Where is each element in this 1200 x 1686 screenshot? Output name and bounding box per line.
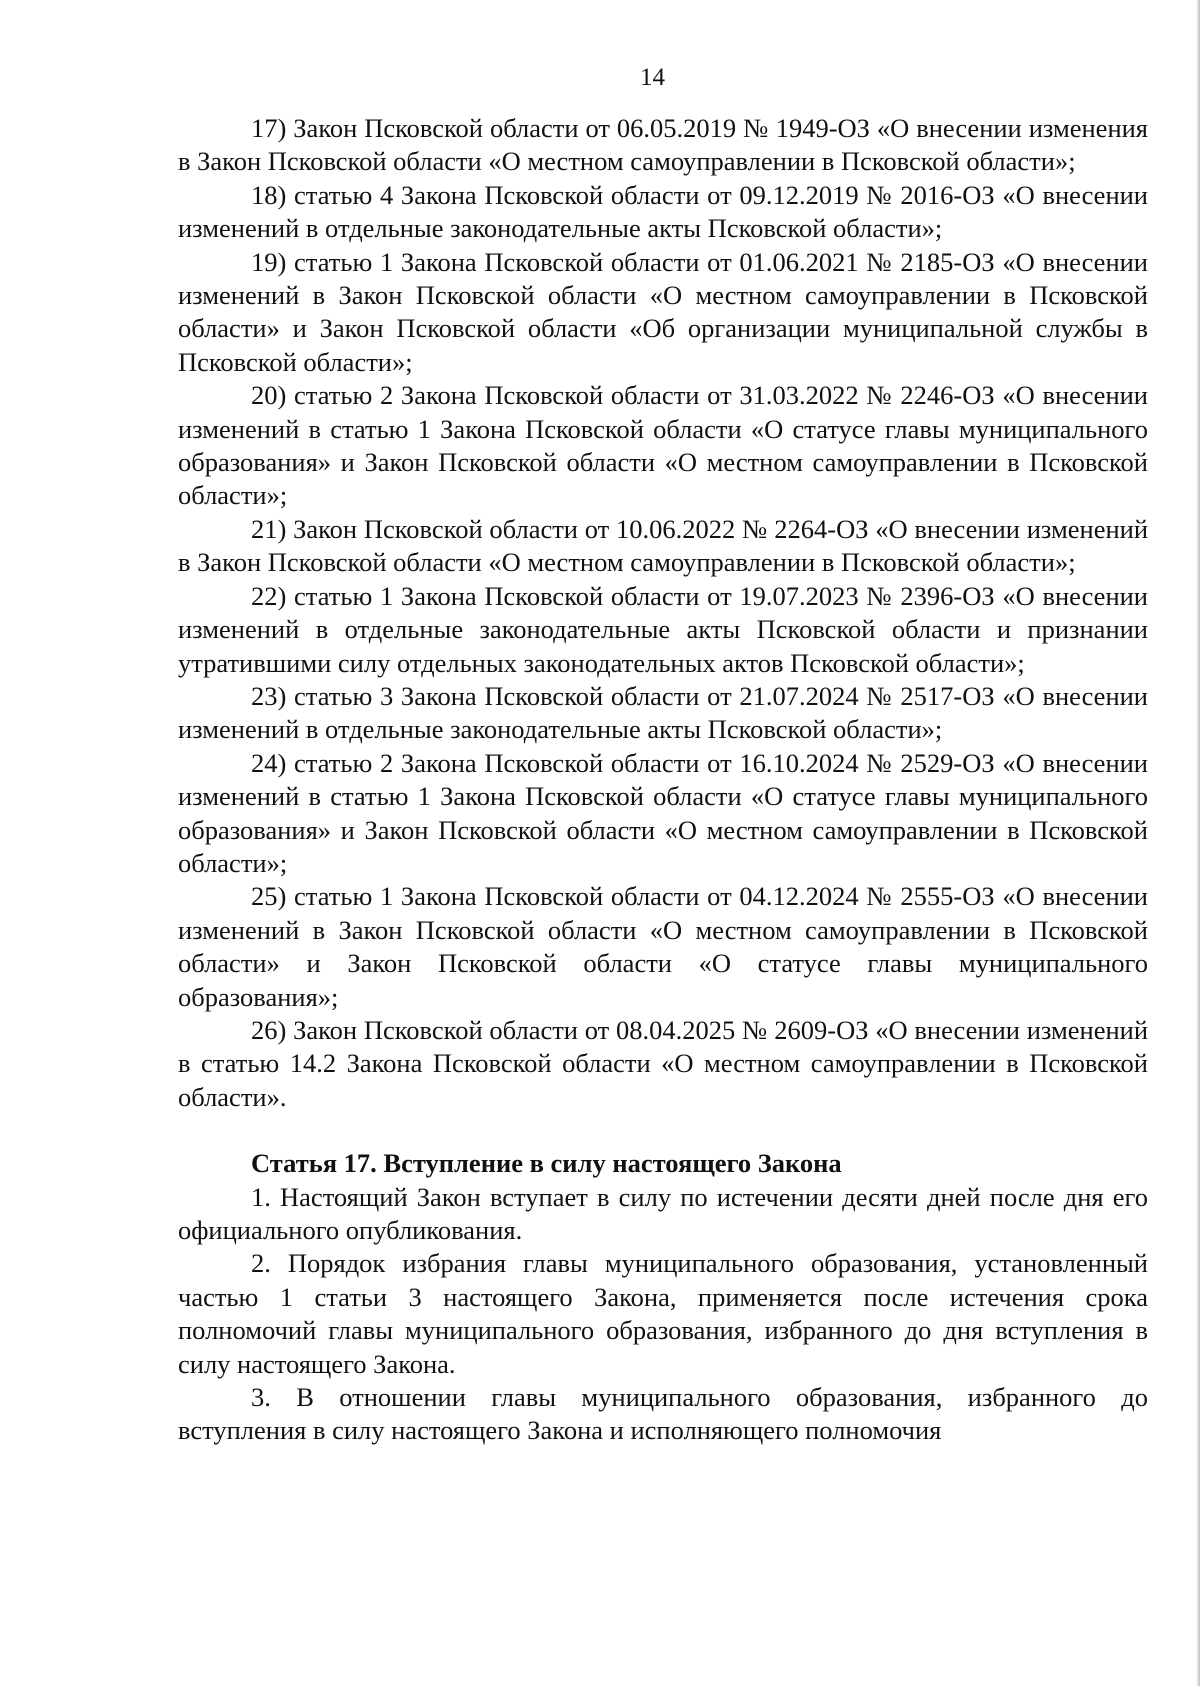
list-item: 17) Закон Псковской области от 06.05.2019 № 1949-ОЗ «О внесении изменения в Закон Псковской области «О местном самоуправлении в Псковской области»; (178, 113, 1148, 177)
article-paragraph: 1. Настоящий Закон вступает в силу по истечении десяти дней после дня его официального опубликования. (178, 1181, 1148, 1245)
page-number: 14 (640, 64, 665, 91)
list-item: 18) статью 4 Закона Псковской области от 09.12.2019 № 2016-ОЗ «О внесении изменений в отдельные законодательные акты Псковской области»; (178, 179, 1148, 244)
article-paragraph: 2. Порядок избрания главы муниципального образования, установленный частью 1 статьи 3 настоящего Закона, применяется после истечения срока полномочий главы муниципального образования, избранного до дня вступления в силу настоящего Закона. (178, 1248, 1148, 1379)
article-paragraph: 3. В отношении главы муниципального образования, избранного до вступления в силу настоящего Закона и исполняющего полномочия (178, 1382, 1148, 1446)
list-item: 23) статью 3 Закона Псковской области от 21.07.2024 № 2517-ОЗ «О внесении изменений в отдельные законодательные акты Псковской области»; (178, 680, 1148, 745)
list-item: 21) Закон Псковской области от 10.06.2022 № 2264-ОЗ «О внесении изменений в Закон Псковской области «О местном самоуправлении в Псковской области»; (178, 513, 1148, 578)
list-item: 24) статью 2 Закона Псковской области от 16.10.2024 № 2529-ОЗ «О внесении изменений в статью 1 Закона Псковской области «О статусе главы муниципального образования» и Закон Псковской области «О местном самоуправлении в Псковской области»; (178, 747, 1148, 878)
document-body (178, 112, 1148, 1448)
scan-edge (1196, 0, 1200, 1686)
list-item: 26) Закон Псковской области от 08.04.2025 № 2609-ОЗ «О внесении изменений в статью 14.2 Закона Псковской области «О местном самоуправлении в Псковской области». (178, 1014, 1148, 1112)
list-item: 19) статью 1 Закона Псковской области от 01.06.2021 № 2185-ОЗ «О внесении изменений в Закон Псковской области «О местном самоуправлении в Псковской области» и Закон Псковской области «Об организации муниципальной службы в Псковской области»; (178, 246, 1148, 377)
list-item: 22) статью 1 Закона Псковской области от 19.07.2023 № 2396-ОЗ «О внесении изменений в отдельные законодательные акты Псковской области и признании утратившими силу отдельных законодательных актов Псковской области»; (178, 580, 1148, 678)
article-heading: Статья 17. Вступление в силу настоящего Закона (251, 1148, 842, 1179)
list-item: 20) статью 2 Закона Псковской области от 31.03.2022 № 2246-ОЗ «О внесении изменений в статью 1 Закона Псковской области «О статусе главы муниципального образования» и Закон Псковской области «О местном самоуправлении в Псковской области»; (178, 380, 1148, 511)
list-item: 25) статью 1 Закона Псковской области от 04.12.2024 № 2555-ОЗ «О внесении изменений в Закон Псковской области «О местном самоуправлении в Псковской области» и Закон Псковской области «О статусе главы муниципального образования»; (178, 881, 1148, 1012)
